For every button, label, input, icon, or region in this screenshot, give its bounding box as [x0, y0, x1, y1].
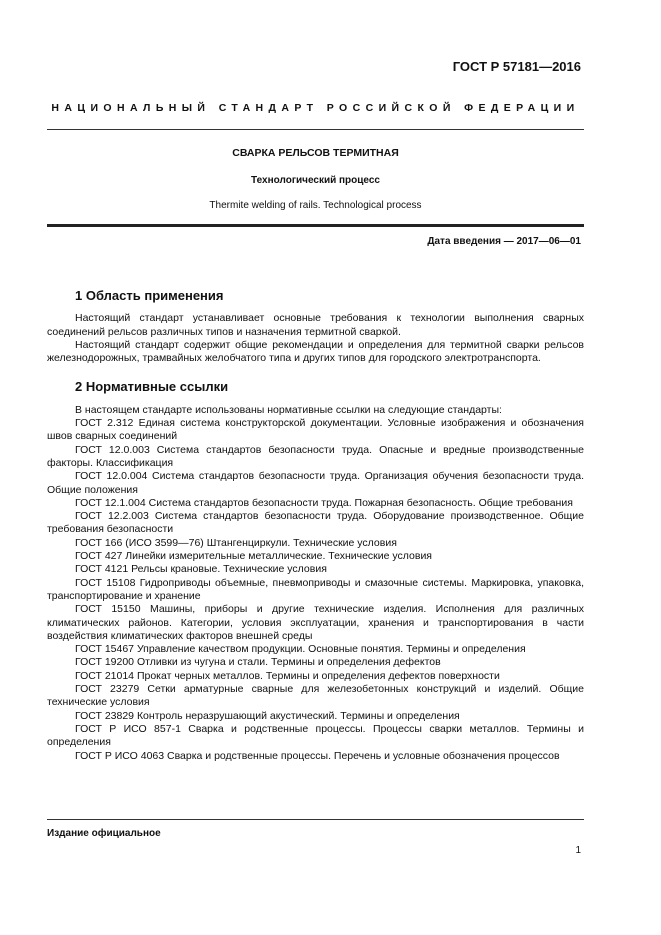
reference-item: ГОСТ 21014 Прокат черных металлов. Термины и определения дефектов поверхности [75, 669, 500, 682]
reference-item: ГОСТ 12.1.004 Система стандартов безопасности труда. Пожарная безопасность. Общие требования [75, 496, 573, 509]
footer-rule [47, 819, 584, 820]
reference-item: ГОСТ 4121 Рельсы крановые. Технические условия [75, 563, 327, 576]
reference-item: ГОСТ 166 (ИСО 3599—76) Штангенциркули. Технические условия [75, 536, 397, 549]
reference-item: ГОСТ Р ИСО 4063 Сварка и родственные процессы. Перечень и условные обозначения процессов [75, 749, 560, 762]
scope-paragraph-2: Настоящий стандарт содержит общие рекомендации и определения для термитной сварки рельсов железнодорожных, трамвайных желобчатого типа и других типов для городского электротранспорта. [47, 338, 584, 365]
reference-item: ГОСТ 23829 Контроль неразрушающий акустический. Термины и определения [75, 709, 460, 722]
reference-item: ГОСТ 15150 Машины, приборы и другие технические изделия. Исполнения для различных климатических районов. Категории, условия эксплуатации, хранения и транспортирования в части воздействия климатических факторов внешней среды [47, 603, 584, 642]
reference-item: ГОСТ 15108 Гидроприводы объемные, пневмоприводы и смазочные системы. Маркировка, упаковка, транспортирование и хранение [47, 576, 584, 602]
reference-item: ГОСТ 23279 Сетки арматурные сварные для железобетонных конструкций и изделий. Общие технические условия [47, 683, 584, 709]
document-subtitle: Технологический процесс [251, 175, 380, 186]
document-body [47, 289, 584, 763]
reference-item: ГОСТ 15467 Управление качеством продукции. Основные понятия. Термины и определения [75, 643, 526, 656]
section-heading-references: 2 Нормативные ссылки [75, 379, 229, 395]
page-number: 1 [575, 845, 581, 856]
national-standard-banner: НАЦИОНАЛЬНЫЙ СТАНДАРТ РОССИЙСКОЙ ФЕДЕРАЦИИ [51, 102, 580, 114]
introduction-date: Дата введения — 2017—06—01 [427, 236, 581, 247]
document-number: ГОСТ Р 57181—2016 [452, 59, 581, 74]
references-intro: В настоящем стандарте использованы нормативные ссылки на следующие стандарты: [75, 403, 502, 416]
top-rule [47, 129, 584, 130]
title-rule [47, 224, 584, 227]
reference-item: ГОСТ 427 Линейки измерительные металлические. Технические условия [75, 550, 432, 563]
reference-item: ГОСТ Р ИСО 857-1 Сварка и родственные процессы. Процессы сварки металлов. Термины и определения [47, 722, 584, 749]
reference-item: ГОСТ 2.312 Единая система конструкторской документации. Условные изображения и обозначения швов сварных соединений [47, 417, 584, 443]
reference-item: ГОСТ 12.0.004 Система стандартов безопасности труда. Организация обучения безопасности труда. Общие положения [47, 470, 584, 496]
reference-item: ГОСТ 12.2.003 Система стандартов безопасности труда. Оборудование производственное. Общие требования безопасности [47, 510, 584, 536]
document-title: СВАРКА РЕЛЬСОВ ТЕРМИТНАЯ [232, 147, 399, 159]
official-edition-label: Издание официальное [47, 828, 161, 839]
reference-item: ГОСТ 19200 Отливки из чугуна и стали. Термины и определения дефектов [75, 656, 441, 669]
reference-item: ГОСТ 12.0.003 Система стандартов безопасности труда. Опасные и вредные производственные факторы. Классификация [47, 443, 584, 469]
scope-paragraph-1: Настоящий стандарт устанавливает основные требования к технологии выполнения сварных соединений рельсов различных типов и назначения термитной сваркой. [47, 312, 584, 338]
document-title-english: Thermite welding of rails. Technological process [209, 200, 422, 211]
section-heading-scope: 1 Область применения [75, 288, 224, 303]
